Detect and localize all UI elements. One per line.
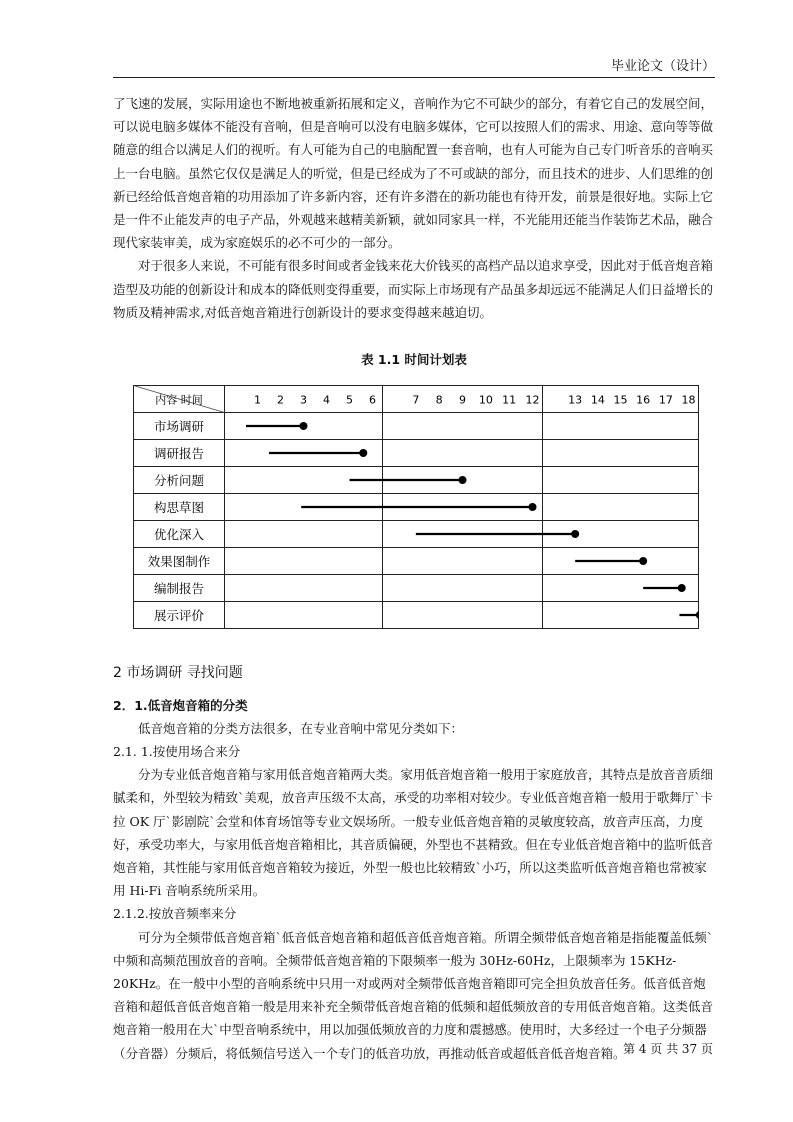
section-2-1-text: 低音炮音箱的分类方法很多，在专业音响中常见分类如下： [138,720,464,736]
week-tick-label: 12 [525,393,540,407]
task-end-marker [571,530,579,538]
schedule-table [133,385,698,638]
task-end-marker [678,584,686,592]
task-end-marker [639,557,647,565]
page-header-title: 毕业论文（设计） [610,59,715,74]
week-tick-label: 8 [435,393,443,407]
section-2-1-heading: 2．1.低音炮音箱的分类 [113,697,248,713]
task-end-marker [300,422,308,430]
week-tick-label: 5 [346,393,353,407]
section-2-1-2-text: 可分为全频带低音炮音箱`低音低音炮音箱和超低音低音炮音箱。所谓全频带低音炮音箱是指能覆盖低频`中频和高频范围放音的音响。全频带低音炮音箱的下限频率一般为 30Hz-60Hz，上限频率为 15KHz-20KHz。在一般中小型的音响系统中只用一对或两对全频带低音炮音箱即可完全担负放音任务。低音低音炮音箱和超低音低音炮音箱一般是用来补充全频带低音炮音箱的低频和超低频放音的专用低音炮音箱。这类低音炮音箱一般用在大`中型音响系统中，用以加强低频放音的力度和震撼感。使用时，大多经过一个电子分频器（分音器）分频后，将低频信号送入一个专门的低音功放，再推动低音或超低音低音炮音箱。 [113,929,714,1061]
task-end-marker [529,503,537,511]
page-content [113,92,715,1065]
week-tick-label: 2 [277,393,284,407]
week-tick-label: 3 [300,393,307,407]
paragraph-1: 了飞速的发展，实际用途也不断地被重新拓展和定义，音响作为它不可缺少的部分，有着它自己的发展空间，可以说电脑多媒体不能没有音响，但是音响可以没有电脑多媒体，它可以按照人们的需求、用途、意向等等做随意的组合以满足人们的视听。有人可能为自己的电脑配置一套音响，也有人可能为自己专门听音乐的音响买上一台电脑。虽然它仅仅是满足人的听觉，但是已经成为了不可或缺的部分，而且技术的进步、人们思维的创新已经给低音炮音箱的功用添加了许多新内容，还有许多潜在的新功能也有待开发，前景是很好地。实际上它是一件不止能发声的电子产品，外观越来越精美新颖，就如同家具一样，不光能用还能当作装饰艺术品，融合现代家装审美，成为家庭娱乐的必不可少的一部分。 [113,96,714,251]
week-tick-label: 14 [590,393,605,407]
task-end-marker [359,449,367,457]
week-tick-label: 17 [658,393,673,407]
page-footer: 第 4 页 共 37 页 [623,1042,713,1056]
week-tick-label: 13 [568,393,583,407]
task-label: 优化深入 [153,527,205,543]
week-tick-label: 1 [254,393,261,407]
table-caption: 表 1.1 时间计划表 [361,352,467,368]
schedule-gantt-chart [133,385,699,631]
week-tick-label: 15 [613,393,628,407]
task-label: 展示评价 [153,608,205,624]
paragraph-2: 对于很多人来说，不可能有很多时间或者金钱来花大价钱买的高档产品以追求享受，因此对于低音炮音箱造型及功能的创新设计和成本的降低则变得重要，而实际上市场现有产品虽多却远远不能满足人们日益增长的物质及精神需求,对低音炮音箱进行创新设计的要求变得越来越迫切。 [113,258,714,320]
week-tick-label: 18 [681,393,696,407]
week-tick-label: 7 [412,393,420,407]
task-label: 调研报告 [153,446,205,462]
task-label: 编制报告 [153,581,205,597]
week-tick-label: 9 [459,393,466,407]
week-tick-label: 11 [502,393,517,407]
week-tick-label: 10 [478,393,493,407]
task-label: 分析问题 [153,473,205,489]
task-label: 市场调研 [153,419,205,435]
header-label: 内容 时间 [155,393,203,407]
section-2-1-1-heading: 2.1. 1.按使用场合来分 [113,744,241,760]
task-end-marker [459,476,467,484]
task-label: 效果图制作 [147,554,211,570]
section-2-1-2-heading: 2.1.2.按放音频率来分 [113,906,237,922]
section-2-heading: 2 市场调研 寻找问题 [113,665,243,682]
section-2-1-1-text: 分为专业低音炮音箱与家用低音炮音箱两大类。家用低音炮音箱一般用于家庭放音，其特点是放音音质细腻柔和，外型较为精致`美观，放音声压级不太高，承受的功率相对较少。专业低音炮音箱一般用于歌舞厅`卡拉 OK 厅`影剧院`会堂和体育场馆等专业文娱场所。一般专业低音炮音箱的灵敏度较高，放音声压高，力度好，承受功率大，与家用低音炮音箱相比，其音质偏硬，外型也不甚精致。但在专业低音炮音箱中的监听低音炮音箱，其性能与家用低音炮音箱较为接近，外型一般也比较精致`小巧，所以这类监听低音炮音箱也常被家用 Hi-Fi 音响系统所采用。 [113,767,714,899]
week-tick-label: 16 [636,393,651,407]
week-tick-label: 4 [323,393,330,407]
task-end-marker [696,611,699,619]
week-tick-label: 6 [369,393,376,407]
header-rule [113,77,715,78]
task-label: 构思草图 [153,500,205,516]
